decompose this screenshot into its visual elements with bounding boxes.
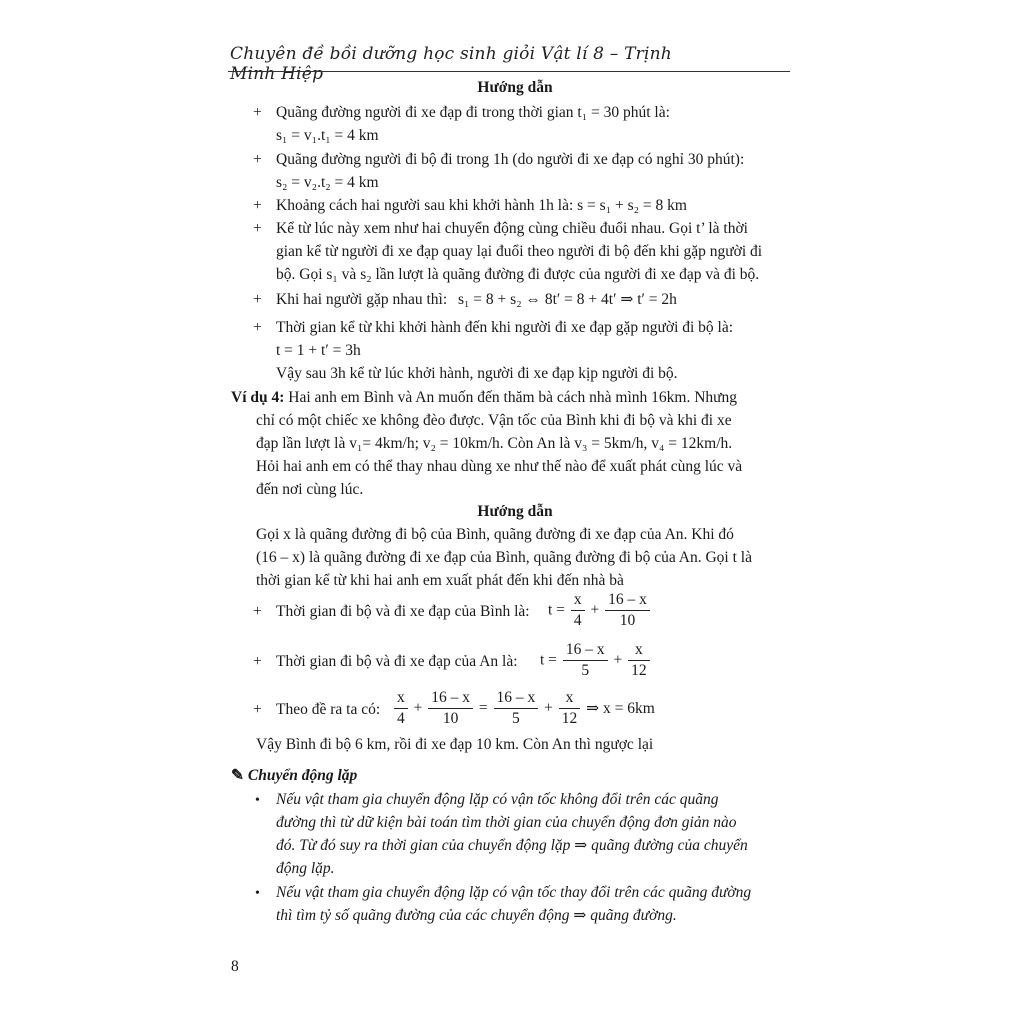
guide1-item5-equation: s₁ = 8 + s₂ ⇔ 8t′ = 8 + 4t′ ⇒ t′ = 2h — [458, 291, 677, 308]
example4-line4: Hỏi hai anh em có thể thay nhau dùng xe như thế nào để xuất phát cùng lúc và — [256, 458, 743, 475]
plus-sign: + — [413, 699, 423, 717]
repeated-bullet1-line4: động lặp. — [276, 860, 335, 877]
repeated-motion-title-text: Chuyển động lặp — [247, 767, 358, 784]
t-equals: t = — [540, 651, 557, 669]
plus-marker: + — [253, 104, 262, 121]
repeated-bullet1-line2: đường thì từ dữ kiện bài toán tìm thời gian của chuyển động đơn giản nào — [276, 814, 737, 831]
guide1-item1-eq: s₁ = v₁.t₁ = 4 km — [276, 127, 379, 144]
guide2-equation-text: Theo đề ra ta có: — [276, 701, 381, 718]
repeated-bullet1-line3: đó. Từ đó suy ra thời gian của chuyển động lặp ⇒ quãng đường của chuyển — [276, 837, 748, 854]
plus-marker: + — [253, 603, 262, 620]
example4-line5: đến nơi cùng lúc. — [256, 481, 364, 498]
guide1-item2: Quãng đường người đi bộ đi trong 1h (do người đi xe đạp có nghỉ 30 phút): — [276, 151, 745, 168]
guide1-conclusion: Vậy sau 3h kể từ lúc khởi hành, người đi xe đạp kịp người đi bộ. — [276, 365, 678, 382]
example4-line3: đạp lần lượt là v₁= 4km/h; v₂ = 10km/h. Còn An là v₃ = 5km/h, v₄ = 12km/h. — [256, 435, 733, 452]
plus-marker: + — [253, 701, 262, 718]
repeated-bullet2-line1: Nếu vật tham gia chuyển động lặp có vận tốc thay đổi trên các quãng đường — [276, 884, 752, 901]
plus-sign: + — [613, 651, 623, 669]
plus-marker: + — [253, 291, 262, 308]
header-divider — [228, 71, 790, 72]
binh-time-equation — [548, 590, 652, 631]
repeated-bullet1-line1: Nếu vật tham gia chuyển động lặp có vận tốc không đổi trên các quãng — [276, 791, 719, 808]
guide2-an-time-text: Thời gian đi bộ và đi xe đạp của An là: — [276, 653, 518, 670]
plus-marker: + — [253, 220, 262, 237]
page-number: 8 — [231, 958, 239, 975]
guide1-item5-text: Khi hai người gặp nhau thì: — [276, 291, 448, 308]
bullet-marker: • — [255, 793, 260, 808]
pencil-icon: ✎ — [231, 767, 244, 784]
example4-line2: chỉ có một chiếc xe không đèo được. Vận tốc của Bình khi đi bộ và khi đi xe — [256, 412, 732, 429]
guide1-item4-line3: bộ. Gọi s₁ và s₂ lần lượt là quãng đường đi được của người đi xe đạp và đi bộ. — [276, 266, 760, 283]
repeated-motion-title — [231, 766, 357, 786]
guide-heading-2: Hướng dẫn — [477, 503, 553, 520]
fraction-16-minus-x-over-5: $\frac{16 - x}{5}$ — [563, 640, 608, 681]
plus-marker: + — [253, 151, 262, 168]
plus-sign: + — [590, 601, 600, 619]
guide2-conclusion: Vậy Bình đi bộ 6 km, rồi đi xe đạp 10 km. Còn An thì ngược lại — [256, 736, 654, 753]
guide2-binh-time-text: Thời gian đi bộ và đi xe đạp của Bình là: — [276, 603, 530, 620]
plus-marker: + — [253, 653, 262, 670]
example4-line1 — [231, 388, 737, 408]
equals-sign: = — [478, 699, 488, 717]
plus-sign: + — [544, 699, 553, 717]
fraction-16-minus-x-over-10: $\frac{16 - x}{10}$ — [428, 688, 473, 729]
guide1-item6-eq: t = 1 + t′ = 3h — [276, 342, 361, 359]
plus-marker: + — [253, 197, 262, 214]
guide1-item2-eq: s₂ = v₂.t₂ = 4 km — [276, 174, 379, 191]
running-header: Chuyên đề bồi dưỡng học sinh giỏi Vật lí 8 – Trịnh Minh Hiệp — [230, 44, 672, 84]
fraction-x-over-4: $\frac{x}{4}$ — [394, 688, 408, 729]
bullet-marker: • — [255, 886, 260, 901]
example4-text-line1: Hai anh em Bình và An muốn đến thăm bà cách nhà mình 16km. Nhưng — [284, 389, 738, 406]
fraction-16-minus-x-over-5: $\frac{16 - x}{5}$ — [494, 688, 539, 729]
t-equals: t = — [548, 601, 565, 619]
guide1-item6: Thời gian kể từ khi khởi hành đến khi người đi xe đạp gặp người đi bộ là: — [276, 319, 734, 336]
an-time-equation — [540, 640, 652, 681]
guide1-item1: Quãng đường người đi xe đạp đi trong thời gian t₁ = 30 phút là: — [276, 104, 670, 121]
guide2-para-line1: Gọi x là quãng đường đi bộ của Bình, quãng đường đi xe đạp của An. Khi đó — [256, 526, 734, 543]
guide1-item4-line1: Kể từ lúc này xem như hai chuyển động cùng chiều đuổi nhau. Gọi t’ là thời — [276, 220, 748, 237]
fraction-16-minus-x-over-10: $\frac{16 - x}{10}$ — [605, 590, 650, 631]
guide2-para-line2: (16 – x) là quãng đường đi xe đạp của Bình, quãng đường đi bộ của An. Gọi t là — [256, 549, 752, 566]
guide1-item4-line2: gian kể từ người đi xe đạp quay lại đuổi theo người đi bộ đến khi gặp người đi — [276, 243, 763, 260]
fraction-x-over-4: $\frac{x}{4}$ — [571, 590, 585, 631]
result-x-equals-6km: ⇒ x = 6km — [586, 700, 655, 717]
fraction-x-over-12: $\frac{x}{12}$ — [628, 640, 650, 681]
repeated-bullet2-line2: thì tìm tỷ số quãng đường của các chuyển động ⇒ quãng đường. — [276, 907, 677, 924]
guide1-item3: Khoảng cách hai người sau khi khởi hành 1h là: s = s₁ + s₂ = 8 km — [276, 197, 687, 214]
example4-label: Ví dụ 4: — [231, 389, 285, 406]
plus-marker: + — [253, 319, 262, 336]
guide2-para-line3: thời gian kể từ khi hai anh em xuất phát đến khi đến nhà bà — [256, 572, 624, 589]
equality-equation — [392, 688, 655, 729]
fraction-x-over-12: $\frac{x}{12}$ — [559, 688, 581, 729]
guide-heading-1: Hướng dẫn — [477, 79, 553, 96]
